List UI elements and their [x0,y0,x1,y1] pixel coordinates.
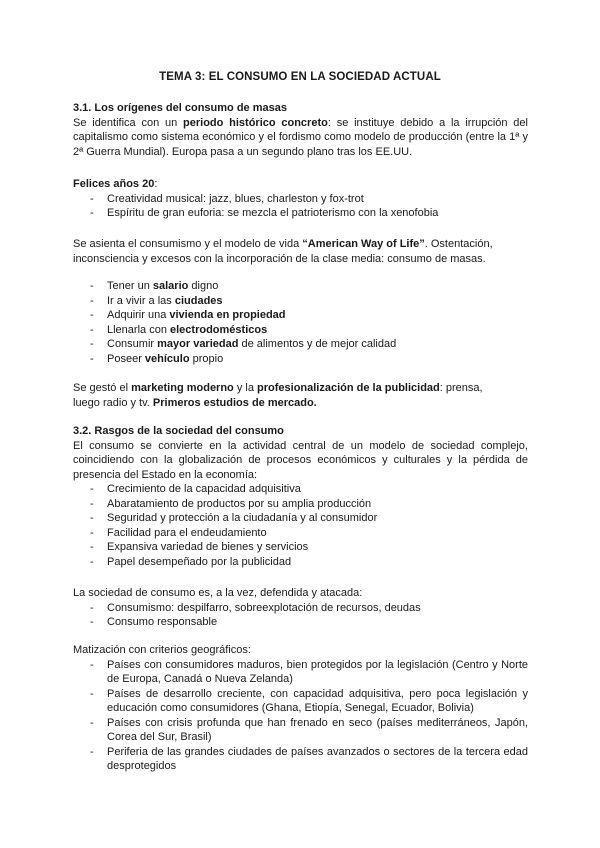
list-item: - Consumismo: despilfarro, sobreexplotación de recursos, deudas [73,601,528,616]
list-item: - Seguridad y protección a la ciudadanía y al consumidor [73,511,528,526]
paragraph: Se identifica con un periodo histórico concreto: se instituye debido a la irrupción del capitalismo como sistema económico y el fordismo como modelo de producción (entre la 1ª y 2ª Guerra Mundial). Europa pasa a un segundo plano tras los EE.UU. [73,116,528,158]
paragraph: Matización con criterios geográficos: [73,644,251,656]
paragraph: El consumo se convierte en la actividad central de un modelo de sociedad complejo, coincidiendo con la globalización de procesos económicos y culturales y la pérdida de presencia del Estado en la economía: [73,439,528,481]
american-paragraph: Se asienta el consumismo y el modelo de vida “American Way of Life”. Ostentación, inconsciencia y excesos con la incorporación de la clase media: consumo de masas. [73,238,493,265]
list-item: - Papel desempeñado por la publicidad [73,555,528,570]
list-item: - Llenarla con electrodomésticos [73,323,528,338]
list-item: - Tener un salario digno [73,279,528,294]
felices-list [73,192,528,221]
list-item: - Espíritu de gran euforia: se mezcla el patrioterismo con la xenofobia [73,206,528,221]
list-item: - Poseer vehículo propio [73,352,528,367]
paragraph: La sociedad de consumo es, a la vez, defendida y atacada: [73,587,363,599]
felices-heading: Felices años 20: [73,178,158,190]
list-item: - Abaratamiento de productos por su amplia producción [73,497,528,512]
list-item: - Consumo responsable [73,615,528,630]
list-item: - Países de desarrollo creciente, con capacidad adquisitiva, pero poca legislación y educación como consumidores (Ghana, Etiopía, Senegal, Ecuador, Bolivia) [73,687,528,716]
defended-list [73,601,528,630]
list-item: - Países con consumidores maduros, bien protegidos por la legislación (Centro y Norte de Europa, Canadá o Nueva Zelanda) [73,658,528,687]
section-3-2 [73,424,528,569]
needs-list [73,279,528,366]
list-item: - Expansiva variedad de bienes y servicios [73,540,528,555]
page-title: TEMA 3: EL CONSUMO EN LA SOCIEDAD ACTUAL [159,71,441,83]
geo-block [73,643,528,774]
list-item: - Crecimiento de la capacidad adquisitiva [73,482,528,497]
needs-block [73,279,528,366]
list-item: - Periferia de las grandes ciudades de países avanzados o sectores de la tercera edad desprotegidos [73,745,528,774]
felices-block [73,177,528,221]
list-item: - Adquirir una vivienda en propiedad [73,308,528,323]
section-heading: 3.1. Los orígenes del consumo de masas [73,102,287,114]
defended-block [73,586,528,630]
section-3-1 [73,101,528,159]
list-item: - Consumir mayor variedad de alimentos y de mejor calidad [73,337,528,352]
list-item: - Creatividad musical: jazz, blues, charleston y fox-trot [73,192,528,207]
list-item: - Países con crisis profunda que han frenado en seco (países mediterráneos, Japón, Corea del Sur, Brasil) [73,716,528,745]
list-item: - Facilidad para el endeudamiento [73,526,528,541]
geo-list [73,658,528,774]
list-item: - Ir a vivir a las ciudades [73,294,528,309]
marketing-paragraph: Se gestó el marketing moderno y la profesionalización de la publicidad: prensa, luego radio y tv. Primeros estudios de mercado. [73,382,483,409]
section-heading: 3.2. Rasgos de la sociedad del consumo [73,425,284,437]
traits-list [73,482,528,569]
